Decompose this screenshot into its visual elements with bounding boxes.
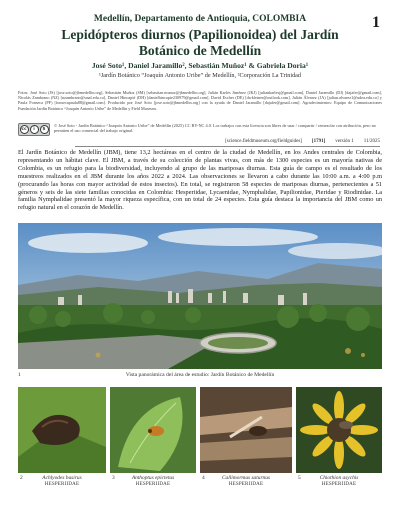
location-heading: Medellín, Departamento de Antioquia, COLOMBIA xyxy=(93,14,307,24)
cc-icon: cc xyxy=(21,127,27,132)
species-number: 3 xyxy=(112,475,115,481)
species-family: HESPERIIDAE xyxy=(228,482,264,487)
species-name: Achlyodes busirus xyxy=(42,475,82,481)
species-photo-2 xyxy=(18,387,106,473)
species-labels xyxy=(18,475,382,499)
species-name: Callimormus saturnus xyxy=(221,475,271,481)
guide-version: versión 1 xyxy=(335,139,354,144)
page-title xyxy=(0,27,400,59)
title-line-1: Lepidópteros diurnos (Papilionoidea) del Jardín xyxy=(61,27,339,42)
species-photo-5 xyxy=(296,387,382,473)
species-family: HESPERIIDAE xyxy=(135,482,171,487)
guide-number: [1791] xyxy=(311,139,326,144)
species-photo-4 xyxy=(200,387,292,473)
species-number: 5 xyxy=(298,475,301,481)
species-label xyxy=(296,475,382,499)
species-name: Anthoptus epictetus xyxy=(131,475,175,481)
species-photo-3 xyxy=(110,387,196,473)
page-number: 1 xyxy=(372,14,380,31)
species-family: HESPERIIDAE xyxy=(44,482,80,487)
title-line-2: Botánico de Medellín xyxy=(138,43,262,58)
guide-url[interactable]: [science.fieldmuseum.org/fieldguides] xyxy=(225,139,302,144)
species-label xyxy=(110,475,196,499)
figure-number: 1 xyxy=(18,372,21,378)
affiliations: ¹Jardín Botánico “Joaquín Antonio Uribe” de Medellín, ²Corporación La Trinidad xyxy=(98,72,302,79)
authors: José Soto¹, Daniel Jaramillo², Sebastián Muñoz¹ & Gabriela Doria¹ xyxy=(91,61,309,70)
species-number: 2 xyxy=(20,475,23,481)
license-text: © José Soto - Jardín Botánico “Joaquín Antonio Uribe” de Medellín (2025) CC BY-NC 4.0. Los trabajos con esta licencia son libres de usar / compartir / remezclar con atribución, pero no permiten el uso comercial del trabajo original. xyxy=(54,123,376,134)
species-number: 4 xyxy=(202,475,205,481)
species-photo-row xyxy=(18,387,382,473)
species-family: HESPERIIDAE xyxy=(321,482,357,487)
nc-icon: $ xyxy=(40,125,49,134)
panorama-image xyxy=(18,223,382,369)
divider xyxy=(75,146,380,147)
photo-credits: Fotos: José Soto (JS) [jose.soto@jbmedellin.org], Sebastián Muñoz (SM) [sebastian.munoz@jbmedellin.org], Julián Karles Jiménez (JKJ) [juliankarlesj@gmail.com], Daniel Jaramillo (DJ) [dajafer@gmail.com], Nicolás Zambrano (NZ) [nzambrano@unal.edu.co], Daniel Hincapié (DH) [danielhincapie230979@gmail.com], David Escher (DE) [dwkleiner@outlook.com], Julián Álvarez (JA) [julian.alvarez1@udea.edu.co] y Paula Fonseca (PF) [fonsecapaula88@gmail.com]. Producido por José Soto [jose.soto@jbmedellin.org] con la ayuda de Daniel Jaramillo [dajafer@gmail.com]. Agradecimientos: Equipo de Comunicaciones Fundación Jardín Botánico “Joaquín Antonio Uribe” de Medellín y Field Museum. xyxy=(18,90,382,111)
by-icon: i xyxy=(30,125,39,134)
figure-caption xyxy=(18,372,382,378)
abstract-paragraph: El Jardín Botánico de Medellín (JBM), tiene 13,2 hectáreas en el centro de la ciudad de Medellín, en los Andes centrales de Colombia, representando un hábitat clave. El JBM, a través de su colección de plantas vivas, con más de 1300 especies es un mayoría nativas de Colombia, es un refugio para la biodiversidad, incluyendo al grupo de las mariposas diurnas. Esta guía de campo es el resultado de los muestreos realizados en el JBM durante los años 2022 a 2024. Las observaciones se llevaron a cabo durante las 10:00 a.m. a 4:00 p.m (procurando las horas con mayor actividad de estos insectos). En total, se registraron 58 especies de mariposas diurnas, pertenecientes a 51 géneros y seis de las siete familias conocidas en Colombia: Hesperiidae, Lycaenidae, Nymphalidae, Papilionidae, Pieridae y Riodinidae. La familia Nymphalidae presentó la mayor riqueza específica, con un total de 24 especies. Esta guía destaca la importancia del JBM como un refugio natural en el corazón de Medellín. xyxy=(18,149,382,212)
figure-caption-text: Vista panorámica del área de estudio: Jardín Botánico de Medellín xyxy=(125,372,275,378)
reference-line xyxy=(225,139,380,144)
panoramic-photo xyxy=(18,223,382,369)
species-label xyxy=(18,475,106,499)
guide-date: 11/2025 xyxy=(363,139,380,144)
license-block xyxy=(18,122,382,138)
cc-license-icon[interactable] xyxy=(18,123,50,136)
species-label xyxy=(200,475,292,499)
species-name: Chiothion asychis xyxy=(319,475,359,481)
